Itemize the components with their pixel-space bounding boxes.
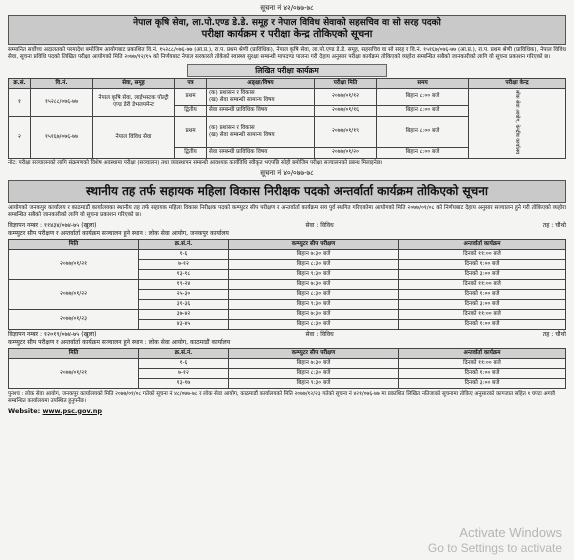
table-row: द्वितीय सेवा सम्बन्धी प्राविधिक विषय २०७७/०१/१६ बिहान ८:०० बजे: [9, 105, 566, 116]
notice-paragraph-1: सम्मानित सर्वोच्च अदालतको परमादेश बमोजिम आयोगबाट प्रकाशित वि.नं. १५२८८/०७६-७७ (आ.प्र.), रा.प. प्रथम श्रेणी (प्राविधिक), नेपाल कृषि सेवा, ला.पो.एण्ड डे.डे. समूह, सहसचिव वा सो सरह र वि.नं. १५१६७/०७६-७७ (आ.प्र.), रा.प. प्रथम श्रेणी (प्राविधिक), नेपाल विविध सेवा, सूचना प्रविधि पदको लिखित परीक्षा आयोगको मिति २०७७/१२/१५ को निर्णयबाट नेपाल सरकारले तोकेको स्वास्थ्य सुरक्षा सम्बन्धी मापदण्ड पालना गरी देहाय अनुसार परीक्षा कार्यक्रम तोकिएको व्यहोरा सम्बन्धित सबैको जानकारीको लागि यो सूचना प्रकाशन गरिएको छ।: [8, 46, 566, 61]
table-row: २०७७/०१/२२ १९-२४ बिहान ७:३० बजे दिनको ११:०० बजे: [9, 279, 566, 289]
watermark-line-1: Activate Windows: [459, 524, 562, 540]
table-row: २०७७/०१/२१ १-६ बिहान ७:३० बजे दिनको ११:०० बजे: [9, 358, 566, 368]
table-row: २ १५१६७/०७६-७७ नेपाल विविध सेवा प्रथम (क) प्रशासन र विकास (ख) सेवा सम्बन्धी सामान्य विषय २०७७/०१/१९ बिहान ८:०० बजे: [9, 116, 566, 147]
block1-adv-number: विज्ञापन नम्बर : ११४३४/०७४-७५ (खुला): [8, 221, 97, 229]
block1-level: तह : चौथो: [542, 221, 566, 229]
notice-paragraph-2: आयोगको जनकपुर कार्यालय र काठमाडौं कार्यालयका स्थानीय तह तर्फ सहायक महिला विकास निरीक्षक पदको कम्प्युटर सीप परीक्षण र अन्तर्वार्ता कार्यक्रम सय पुर्व स्थगित गरिएकोमा आयोगको मिति २०७७/०१/०८ को निर्णयबाट देहाय अनुसार सञ्चालन हुने गरी तोकिएको व्यहोरा सम्बन्धित सबैको जानकारीको लागि यो सूचना प्रकाशन गरिएको छ।: [8, 204, 566, 219]
table-row: २५-३० बिहान ८:३० बजे दिनको १:०० बजे: [9, 289, 566, 299]
table-row: १३-१८ बिहान ९:३० बजे दिनको ३:०० बजे: [9, 269, 566, 279]
exam-centre-cell: लोक सेवा आयोग, केन्द्रीय कार्यालय: [469, 88, 566, 158]
block2-level: तह : चौथो: [542, 330, 566, 338]
col-header-paper: पत्र: [175, 78, 207, 88]
block1-venue: कम्प्युटर सीप परीक्षण र अन्तर्वार्ता कार्यक्रम सञ्चालन हुने स्थान : लोक सेवा आयोग, जनकपुर कार्यालय: [8, 230, 229, 238]
notice-title-box-1: [8, 15, 566, 45]
block1-meta: [8, 222, 566, 230]
activation-watermark: [428, 525, 562, 556]
section-title-written-exam: लिखित परीक्षा कार्यक्रम: [187, 64, 387, 77]
table-row: २०७७/०१/२३ ३७-४२ बिहान ७:३० बजे दिनको ११:०० बजे: [9, 309, 566, 319]
exam-note: नोट: परीक्षा सञ्चालनको लागि संक्रमणको विशेष अवस्थामा परीक्षा (सञ्चालन) तथा व्यवस्थापन सम्बन्धी आवश्यक कार्यविधि स्वीकृत भएपछि सोही बमोजिम परीक्षा सञ्चालनको प्रबन्ध मिलाइनेछ।: [8, 159, 383, 166]
col-header-date: परीक्षा मिति: [315, 78, 377, 88]
table-row: १ १५२८८/०७६-७७ नेपाल कृषि सेवा, लाईभस्टक पोल्ट्री एण्ड डेरी डेभलपमेन्ट प्रथम (क) प्रशासन र विकास (ख) सेवा सम्बन्धी सामान्य विषय २०७७/०१/१२ बिहान ८:०० बजे लोक सेवा आयोग, केन्द्रीय कार्यालय: [9, 88, 566, 105]
notice-title-line-2: परीक्षा कार्यक्रम र परीक्षा केन्द्र तोकिएको सूचना: [201, 29, 373, 40]
block2-venue: कम्प्युटर सीप परीक्षण र अन्तर्वार्ता कार्यक्रम सञ्चालन हुने स्थान : लोक सेवा आयोग, काठमाडौं कार्यालय: [8, 339, 231, 347]
notice-number-2: सूचना नं ४०/०७७-७८: [260, 168, 314, 177]
col-header-centre: परीक्षा केन्द्र: [469, 78, 566, 88]
col-header-service: सेवा, समूह: [93, 78, 175, 88]
table-row: २०७७/०१/२१ १-६ बिहान ७:३० बजे दिनको ११:०० बजे: [9, 249, 566, 259]
block2-adv-number: विज्ञापन नम्बर : १२०१९/०७४-७५ (खुला): [8, 330, 97, 338]
block2-meta: [8, 331, 566, 339]
website-link[interactable]: www.psc.gov.np: [42, 406, 102, 415]
table-row: द्वितीय सेवा सम्बन्धी प्राविधिक विषय २०७७/०१/२० बिहान ८:०० बजे: [9, 147, 566, 158]
notice-number-1: सूचना नं ४२/०७७-७८: [260, 4, 314, 12]
col-header-subject: अङ्क्षा/विषय: [207, 78, 315, 88]
watermark-line-2[interactable]: Go to Settings to activate: [427, 541, 562, 555]
table-row: ३१-३६ बिहान ९:३० बजे दिनको ३:०० बजे: [9, 299, 566, 309]
written-exam-table: [8, 78, 566, 159]
table-row: ७-१२ बिहान ८:३० बजे दिनको १:०० बजे: [9, 368, 566, 378]
col-header-sn: क्र.सं.: [9, 78, 31, 88]
postscript: पुनश्च : लोक सेवा आयोग, जनकपुर कार्यालयको मिति २०७७/०१/०८ गतेको सूचना नं ४८/०७७-७८ र लोक सेवा आयोग, काठमाडौं कार्यालयको मिति २०७७/१२/२३ गतेको सूचना नं ४२१/०७६-७७ मा प्रकाशित लिखित नतिजाको सूचनामा तोकिए अनुसारको कागजात सहित १ घण्टा अगावै सम्बन्धित कार्यालयमा उपस्थित हुनुपर्नेछ।: [8, 390, 556, 404]
notice-title-2: स्थानीय तह तर्फ सहायक महिला विकास निरीक्षक पदको अन्तर्वार्ता कार्यक्रम तोकिएको सूचना: [85, 183, 489, 198]
col-header-adv: वि.नं.: [31, 78, 93, 88]
table-row: ४३-४५ बिहान ८:३० बजे दिनको १:०० बजे: [9, 319, 566, 329]
table-row: १३-१७ बिहान ९:३० बजे दिनको ३:०० बजे: [9, 378, 566, 388]
notice-title-line-1: नेपाल कृषि सेवा, ला.पो.एण्ड डे.डे. समूह र नेपाल विविध सेवाको सहसचिव वा सो सरह पदको: [133, 17, 441, 28]
table-row: ७-१२ बिहान ८:३० बजे दिनको १:०० बजे: [9, 259, 566, 269]
interview-table-janakpur: मिति क्र.सं.नं. कम्प्युटर सीप परीक्षण अन्तर्वार्ता कार्यक्रम २०७७/०१/२१ १-६ बिहान ७:३० बजे दिनको ११:०० बजे ७-१२ बिहान ८:३० बजे दिनको १:०० बजे १३-१८ बिहान ९:३० बजे दिनको ३:०० बजे २०७७/०१/२२ १९-२४ बिहान ७:३० बजे दिनको ११:०० बजे २५-३० बिहान ८:३० बजे दिनको १:०० बजे ३१-३६ बिहान ९:३० बजे दिनको ३:०० बजे २०७७/०१/२३ ३७-४२ बिहान ७:३० बजे दिनको ११:०० बजे ४३-४५ बिहान ८:३० बजे दिनको १:०० बजे: [8, 239, 566, 330]
block1-service: सेवा : विविध: [305, 221, 334, 229]
interview-table-kathmandu: मिति क्र.सं.नं. कम्प्युटर सीप परीक्षण अन्तर्वार्ता कार्यक्रम २०७७/०१/२१ १-६ बिहान ७:३० बजे दिनको ११:०० बजे ७-१२ बिहान ८:३० बजे दिनको १:०० बजे १३-१७ बिहान ९:३० बजे दिनको ३:०० बजे: [8, 348, 566, 389]
block2-service: सेवा : विविध: [305, 330, 334, 338]
website-line: [8, 407, 566, 415]
notice-title-box-2: [8, 180, 566, 203]
website-label: Website:: [8, 406, 41, 415]
col-header-time: समय: [377, 78, 469, 88]
